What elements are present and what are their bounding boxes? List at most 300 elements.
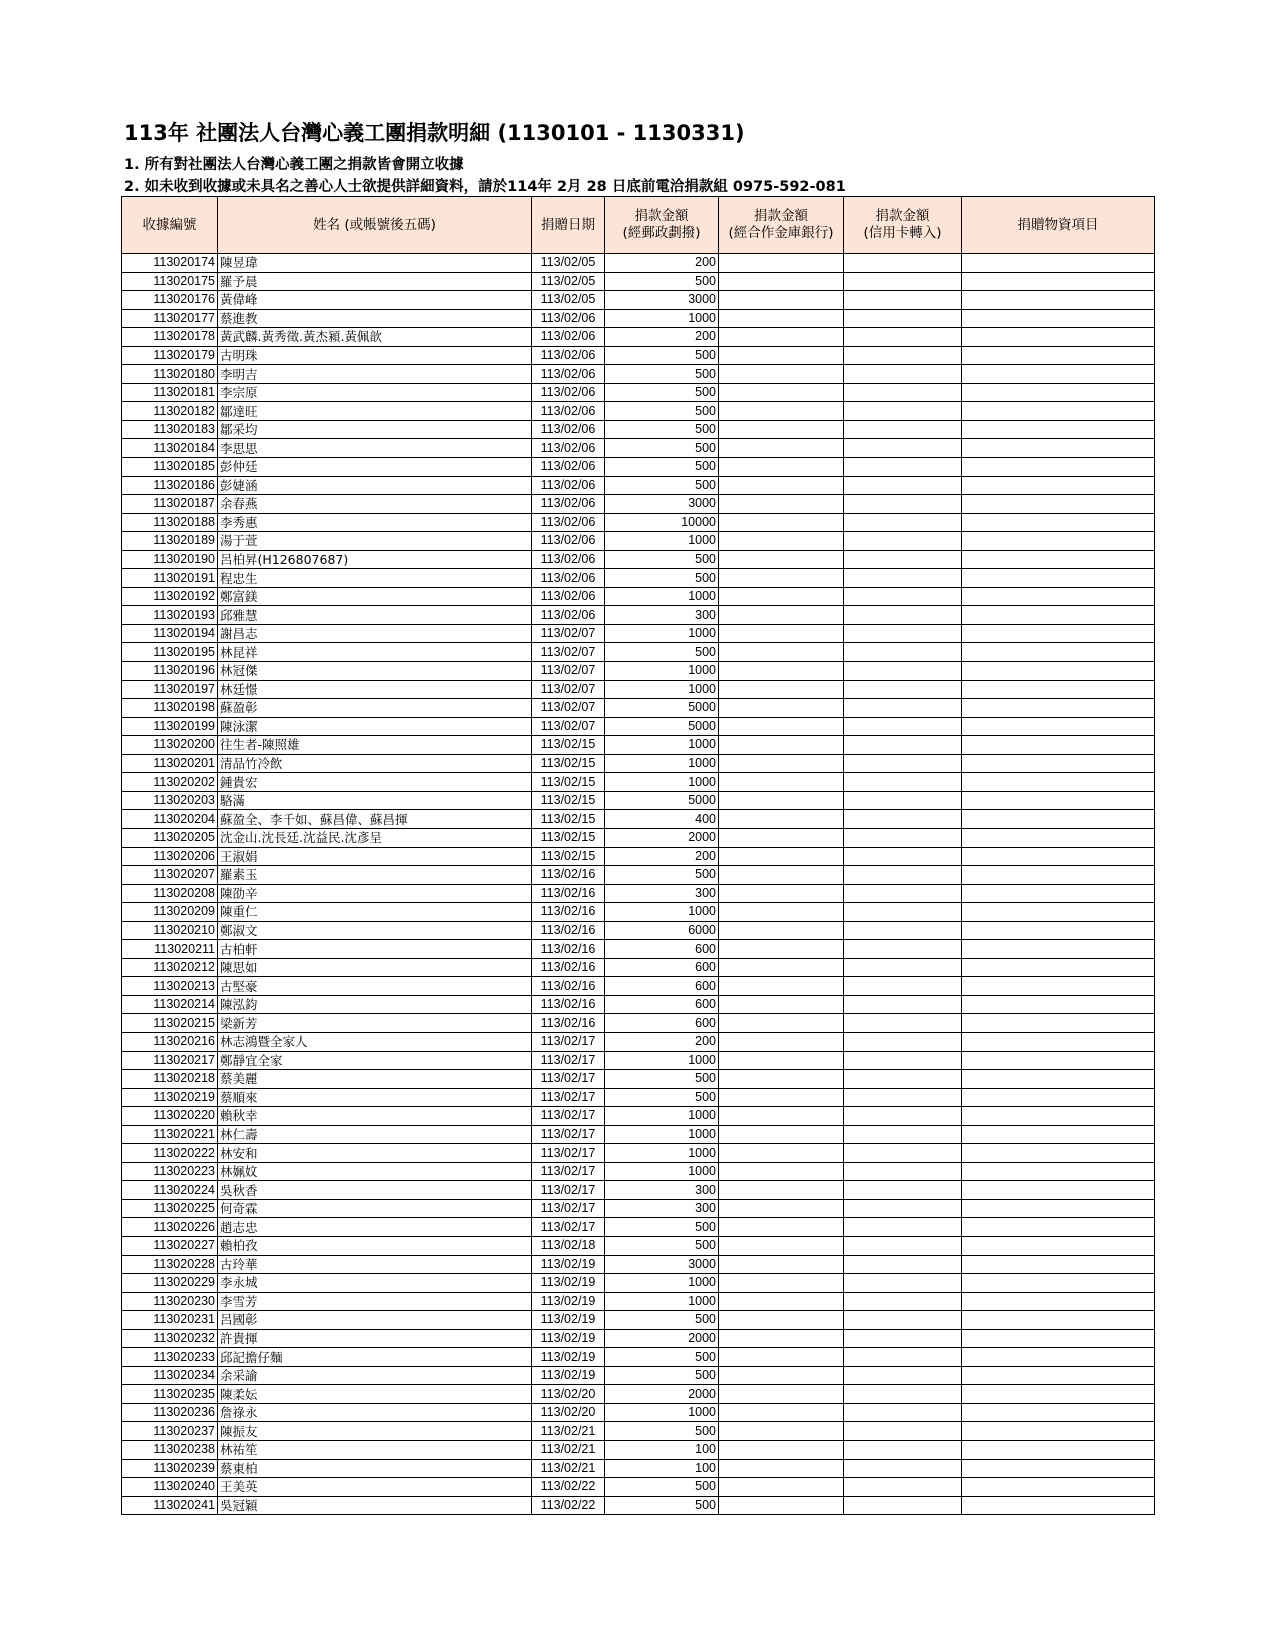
cell-card-amount [844, 903, 962, 922]
cell-goods [962, 365, 1155, 384]
table-row [122, 420, 1155, 439]
cell-postal-amount: 500 [605, 346, 719, 365]
cell-receipt-no: 113020238 [122, 1441, 218, 1460]
cell-goods [962, 532, 1155, 551]
cell-date: 113/02/16 [532, 977, 605, 996]
cell-name: 李明吉 [218, 365, 532, 384]
cell-card-amount [844, 1162, 962, 1181]
cell-card-amount [844, 606, 962, 625]
cell-name: 詹祿永 [218, 1403, 532, 1422]
header-card-line2: (信用卡轉入) [863, 225, 942, 241]
cell-bank-amount [719, 383, 844, 402]
cell-card-amount [844, 1366, 962, 1385]
cell-name: 呂國彰 [218, 1311, 532, 1330]
cell-bank-amount [719, 643, 844, 662]
cell-bank-amount [719, 1051, 844, 1070]
cell-postal-amount: 1000 [605, 773, 719, 792]
cell-name: 彭婕涵 [218, 476, 532, 495]
cell-postal-amount: 1000 [605, 680, 719, 699]
table-row [122, 921, 1155, 940]
cell-receipt-no: 113020202 [122, 773, 218, 792]
cell-card-amount [844, 1478, 962, 1497]
cell-date: 113/02/21 [532, 1459, 605, 1478]
cell-date: 113/02/06 [532, 532, 605, 551]
cell-card-amount [844, 1236, 962, 1255]
cell-receipt-no: 113020190 [122, 550, 218, 569]
table-row [122, 439, 1155, 458]
cell-bank-amount [719, 254, 844, 273]
cell-bank-amount [719, 921, 844, 940]
cell-date: 113/02/05 [532, 272, 605, 291]
cell-goods [962, 736, 1155, 755]
table-row [122, 1236, 1155, 1255]
cell-goods [962, 1255, 1155, 1274]
table-row [122, 606, 1155, 625]
cell-card-amount [844, 1422, 962, 1441]
cell-card-amount [844, 569, 962, 588]
cell-postal-amount: 500 [605, 365, 719, 384]
cell-goods [962, 1144, 1155, 1163]
cell-postal-amount: 5000 [605, 791, 719, 810]
table-row [122, 643, 1155, 662]
cell-postal-amount: 1000 [605, 1051, 719, 1070]
cell-bank-amount [719, 1125, 844, 1144]
cell-card-amount [844, 791, 962, 810]
header-date: 捐贈日期 [532, 197, 605, 254]
cell-name: 李雪芳 [218, 1292, 532, 1311]
cell-goods [962, 1125, 1155, 1144]
cell-card-amount [844, 346, 962, 365]
cell-card-amount [844, 1403, 962, 1422]
cell-card-amount [844, 680, 962, 699]
cell-receipt-no: 113020214 [122, 995, 218, 1014]
cell-receipt-no: 113020213 [122, 977, 218, 996]
cell-goods [962, 1441, 1155, 1460]
cell-receipt-no: 113020224 [122, 1181, 218, 1200]
cell-goods [962, 439, 1155, 458]
cell-goods [962, 699, 1155, 718]
cell-bank-amount [719, 977, 844, 996]
cell-postal-amount: 500 [605, 1070, 719, 1089]
table-row [122, 1329, 1155, 1348]
cell-postal-amount: 1000 [605, 1144, 719, 1163]
table-row [122, 291, 1155, 310]
table-row [122, 550, 1155, 569]
cell-postal-amount: 600 [605, 1014, 719, 1033]
cell-receipt-no: 113020208 [122, 884, 218, 903]
table-row [122, 476, 1155, 495]
cell-bank-amount [719, 1274, 844, 1293]
cell-goods [962, 569, 1155, 588]
cell-goods [962, 884, 1155, 903]
header-bank-amount [719, 197, 844, 254]
cell-name: 林廷憬 [218, 680, 532, 699]
cell-goods [962, 309, 1155, 328]
cell-date: 113/02/16 [532, 884, 605, 903]
cell-date: 113/02/17 [532, 1218, 605, 1237]
cell-name: 林安和 [218, 1144, 532, 1163]
cell-receipt-no: 113020240 [122, 1478, 218, 1497]
cell-date: 113/02/06 [532, 569, 605, 588]
cell-name: 羅予晨 [218, 272, 532, 291]
cell-bank-amount [719, 365, 844, 384]
cell-bank-amount [719, 1459, 844, 1478]
cell-goods [962, 624, 1155, 643]
cell-goods [962, 1366, 1155, 1385]
cell-receipt-no: 113020221 [122, 1125, 218, 1144]
cell-postal-amount: 200 [605, 328, 719, 347]
cell-date: 113/02/17 [532, 1032, 605, 1051]
cell-bank-amount [719, 903, 844, 922]
cell-goods [962, 402, 1155, 421]
cell-bank-amount [719, 1403, 844, 1422]
note-receipt: 1. 所有對社團法人台灣心義工團之捐款皆會開立收據 [124, 157, 464, 173]
cell-card-amount [844, 884, 962, 903]
table-row [122, 1385, 1155, 1404]
cell-bank-amount [719, 606, 844, 625]
cell-date: 113/02/05 [532, 291, 605, 310]
cell-date: 113/02/16 [532, 995, 605, 1014]
cell-date: 113/02/15 [532, 791, 605, 810]
cell-date: 113/02/17 [532, 1199, 605, 1218]
cell-goods [962, 1218, 1155, 1237]
cell-receipt-no: 113020175 [122, 272, 218, 291]
cell-name: 何奇霖 [218, 1199, 532, 1218]
cell-goods [962, 1274, 1155, 1293]
cell-receipt-no: 113020216 [122, 1032, 218, 1051]
cell-date: 113/02/07 [532, 680, 605, 699]
table-header-row [122, 197, 1155, 254]
cell-bank-amount [719, 828, 844, 847]
cell-goods [962, 495, 1155, 514]
cell-date: 113/02/20 [532, 1385, 605, 1404]
cell-card-amount [844, 1014, 962, 1033]
cell-name: 蘇盈彰 [218, 699, 532, 718]
cell-postal-amount: 3000 [605, 495, 719, 514]
cell-card-amount [844, 495, 962, 514]
cell-postal-amount: 6000 [605, 921, 719, 940]
cell-postal-amount: 500 [605, 383, 719, 402]
cell-bank-amount [719, 439, 844, 458]
cell-receipt-no: 113020174 [122, 254, 218, 273]
cell-postal-amount: 500 [605, 866, 719, 885]
cell-bank-amount [719, 272, 844, 291]
cell-goods [962, 1459, 1155, 1478]
cell-card-amount [844, 1255, 962, 1274]
cell-postal-amount: 500 [605, 643, 719, 662]
cell-date: 113/02/19 [532, 1274, 605, 1293]
cell-card-amount [844, 995, 962, 1014]
cell-receipt-no: 113020203 [122, 791, 218, 810]
cell-bank-amount [719, 1422, 844, 1441]
cell-name: 蔡東柏 [218, 1459, 532, 1478]
cell-goods [962, 346, 1155, 365]
cell-bank-amount [719, 1218, 844, 1237]
cell-postal-amount: 1000 [605, 532, 719, 551]
cell-goods [962, 995, 1155, 1014]
cell-receipt-no: 113020188 [122, 513, 218, 532]
cell-goods [962, 476, 1155, 495]
cell-goods [962, 1162, 1155, 1181]
cell-receipt-no: 113020187 [122, 495, 218, 514]
cell-name: 謝昌志 [218, 624, 532, 643]
cell-card-amount [844, 810, 962, 829]
cell-postal-amount: 500 [605, 476, 719, 495]
header-card-amount [844, 197, 962, 254]
cell-postal-amount: 200 [605, 254, 719, 273]
table-row [122, 458, 1155, 477]
cell-bank-amount [719, 309, 844, 328]
cell-receipt-no: 113020235 [122, 1385, 218, 1404]
cell-name: 陳昱瑋 [218, 254, 532, 273]
cell-name: 林祐笙 [218, 1441, 532, 1460]
cell-name: 林姵妏 [218, 1162, 532, 1181]
cell-postal-amount: 100 [605, 1441, 719, 1460]
cell-postal-amount: 1000 [605, 754, 719, 773]
cell-goods [962, 1329, 1155, 1348]
cell-card-amount [844, 383, 962, 402]
cell-card-amount [844, 1070, 962, 1089]
cell-bank-amount [719, 420, 844, 439]
cell-name: 程忠生 [218, 569, 532, 588]
cell-card-amount [844, 402, 962, 421]
cell-date: 113/02/15 [532, 773, 605, 792]
cell-card-amount [844, 309, 962, 328]
cell-bank-amount [719, 1070, 844, 1089]
cell-receipt-no: 113020176 [122, 291, 218, 310]
cell-receipt-no: 113020232 [122, 1329, 218, 1348]
header-bank-line1: 捐款金額 [754, 208, 808, 224]
cell-receipt-no: 113020197 [122, 680, 218, 699]
cell-receipt-no: 113020233 [122, 1348, 218, 1367]
cell-date: 113/02/20 [532, 1403, 605, 1422]
cell-bank-amount [719, 1496, 844, 1515]
cell-name: 蘇盈全、李千如、蘇昌偉、蘇昌揮 [218, 810, 532, 829]
cell-postal-amount: 500 [605, 1088, 719, 1107]
cell-card-amount [844, 1496, 962, 1515]
table-row [122, 903, 1155, 922]
cell-receipt-no: 113020229 [122, 1274, 218, 1293]
cell-postal-amount: 200 [605, 1032, 719, 1051]
cell-bank-amount [719, 736, 844, 755]
cell-card-amount [844, 624, 962, 643]
table-row [122, 699, 1155, 718]
cell-postal-amount: 500 [605, 1496, 719, 1515]
cell-date: 113/02/05 [532, 254, 605, 273]
cell-date: 113/02/19 [532, 1348, 605, 1367]
cell-receipt-no: 113020205 [122, 828, 218, 847]
cell-goods [962, 662, 1155, 681]
cell-goods [962, 680, 1155, 699]
cell-date: 113/02/16 [532, 940, 605, 959]
cell-name: 吳冠穎 [218, 1496, 532, 1515]
cell-name: 李秀惠 [218, 513, 532, 532]
table-row [122, 1478, 1155, 1497]
cell-postal-amount: 3000 [605, 1255, 719, 1274]
cell-receipt-no: 113020236 [122, 1403, 218, 1422]
header-postal-line1: 捐款金額 [634, 208, 689, 224]
cell-receipt-no: 113020206 [122, 847, 218, 866]
cell-receipt-no: 113020189 [122, 532, 218, 551]
cell-goods [962, 1348, 1155, 1367]
cell-name: 往生者-陳照雄 [218, 736, 532, 755]
cell-postal-amount: 500 [605, 550, 719, 569]
cell-goods [962, 1478, 1155, 1497]
cell-bank-amount [719, 1088, 844, 1107]
cell-goods [962, 866, 1155, 885]
cell-card-amount [844, 254, 962, 273]
table-row [122, 1403, 1155, 1422]
cell-receipt-no: 113020211 [122, 940, 218, 959]
cell-goods [962, 383, 1155, 402]
cell-postal-amount: 5000 [605, 699, 719, 718]
cell-name: 林志鴻暨全家人 [218, 1032, 532, 1051]
cell-bank-amount [719, 1107, 844, 1126]
cell-date: 113/02/15 [532, 754, 605, 773]
cell-date: 113/02/15 [532, 828, 605, 847]
cell-receipt-no: 113020196 [122, 662, 218, 681]
cell-receipt-no: 113020200 [122, 736, 218, 755]
cell-name: 蔡進教 [218, 309, 532, 328]
cell-date: 113/02/07 [532, 643, 605, 662]
cell-date: 113/02/19 [532, 1329, 605, 1348]
cell-goods [962, 254, 1155, 273]
cell-card-amount [844, 1311, 962, 1330]
cell-name: 鄒采均 [218, 420, 532, 439]
table-row [122, 1162, 1155, 1181]
cell-goods [962, 717, 1155, 736]
cell-goods [962, 1181, 1155, 1200]
cell-date: 113/02/16 [532, 903, 605, 922]
cell-card-amount [844, 1218, 962, 1237]
cell-postal-amount: 500 [605, 1311, 719, 1330]
cell-postal-amount: 10000 [605, 513, 719, 532]
cell-goods [962, 291, 1155, 310]
cell-receipt-no: 113020215 [122, 1014, 218, 1033]
cell-date: 113/02/07 [532, 699, 605, 718]
cell-date: 113/02/16 [532, 866, 605, 885]
cell-postal-amount: 1000 [605, 624, 719, 643]
cell-postal-amount: 5000 [605, 717, 719, 736]
cell-postal-amount: 1000 [605, 736, 719, 755]
cell-name: 古明珠 [218, 346, 532, 365]
cell-date: 113/02/07 [532, 662, 605, 681]
cell-receipt-no: 113020180 [122, 365, 218, 384]
cell-bank-amount [719, 476, 844, 495]
table-row [122, 866, 1155, 885]
cell-postal-amount: 400 [605, 810, 719, 829]
cell-goods [962, 903, 1155, 922]
cell-goods [962, 272, 1155, 291]
table-row [122, 1366, 1155, 1385]
cell-card-amount [844, 662, 962, 681]
cell-date: 113/02/06 [532, 346, 605, 365]
cell-bank-amount [719, 717, 844, 736]
cell-card-amount [844, 736, 962, 755]
cell-goods [962, 1088, 1155, 1107]
table-row [122, 1088, 1155, 1107]
table-row [122, 662, 1155, 681]
cell-card-amount [844, 439, 962, 458]
table-row [122, 680, 1155, 699]
cell-name: 蔡順來 [218, 1088, 532, 1107]
table-row [122, 940, 1155, 959]
cell-name: 林仁壽 [218, 1125, 532, 1144]
cell-receipt-no: 113020220 [122, 1107, 218, 1126]
cell-card-amount [844, 828, 962, 847]
cell-receipt-no: 113020237 [122, 1422, 218, 1441]
cell-bank-amount [719, 1348, 844, 1367]
cell-bank-amount [719, 1311, 844, 1330]
cell-date: 113/02/07 [532, 717, 605, 736]
table-row [122, 587, 1155, 606]
cell-date: 113/02/17 [532, 1125, 605, 1144]
cell-receipt-no: 113020212 [122, 958, 218, 977]
cell-bank-amount [719, 532, 844, 551]
cell-bank-amount [719, 346, 844, 365]
cell-name: 邱雅慧 [218, 606, 532, 625]
cell-card-amount [844, 717, 962, 736]
cell-card-amount [844, 921, 962, 940]
cell-receipt-no: 113020226 [122, 1218, 218, 1237]
cell-name: 彭仲廷 [218, 458, 532, 477]
cell-postal-amount: 1000 [605, 309, 719, 328]
cell-date: 113/02/06 [532, 513, 605, 532]
cell-date: 113/02/16 [532, 958, 605, 977]
table-row [122, 1199, 1155, 1218]
table-row [122, 309, 1155, 328]
cell-goods [962, 1422, 1155, 1441]
cell-date: 113/02/19 [532, 1255, 605, 1274]
cell-card-amount [844, 699, 962, 718]
cell-name: 陳振友 [218, 1422, 532, 1441]
cell-receipt-no: 113020231 [122, 1311, 218, 1330]
cell-name: 鍾貴宏 [218, 773, 532, 792]
cell-name: 王美英 [218, 1478, 532, 1497]
donation-table [121, 196, 1155, 1515]
cell-postal-amount: 500 [605, 420, 719, 439]
cell-bank-amount [719, 569, 844, 588]
cell-date: 113/02/07 [532, 624, 605, 643]
cell-date: 113/02/06 [532, 587, 605, 606]
cell-receipt-no: 113020225 [122, 1199, 218, 1218]
table-row [122, 1348, 1155, 1367]
cell-bank-amount [719, 550, 844, 569]
cell-goods [962, 1496, 1155, 1515]
cell-postal-amount: 300 [605, 884, 719, 903]
cell-receipt-no: 113020228 [122, 1255, 218, 1274]
cell-name: 林昆祥 [218, 643, 532, 662]
cell-card-amount [844, 272, 962, 291]
cell-name: 蔡美麗 [218, 1070, 532, 1089]
table-row [122, 1070, 1155, 1089]
cell-postal-amount: 1000 [605, 587, 719, 606]
cell-bank-amount [719, 513, 844, 532]
cell-receipt-no: 113020194 [122, 624, 218, 643]
cell-receipt-no: 113020185 [122, 458, 218, 477]
cell-postal-amount: 2000 [605, 828, 719, 847]
table-row [122, 791, 1155, 810]
table-row [122, 1274, 1155, 1293]
cell-card-amount [844, 1144, 962, 1163]
cell-card-amount [844, 365, 962, 384]
cell-card-amount [844, 476, 962, 495]
cell-date: 113/02/06 [532, 458, 605, 477]
cell-date: 113/02/15 [532, 810, 605, 829]
cell-postal-amount: 1000 [605, 1403, 719, 1422]
cell-name: 陳柔妘 [218, 1385, 532, 1404]
cell-card-amount [844, 1125, 962, 1144]
